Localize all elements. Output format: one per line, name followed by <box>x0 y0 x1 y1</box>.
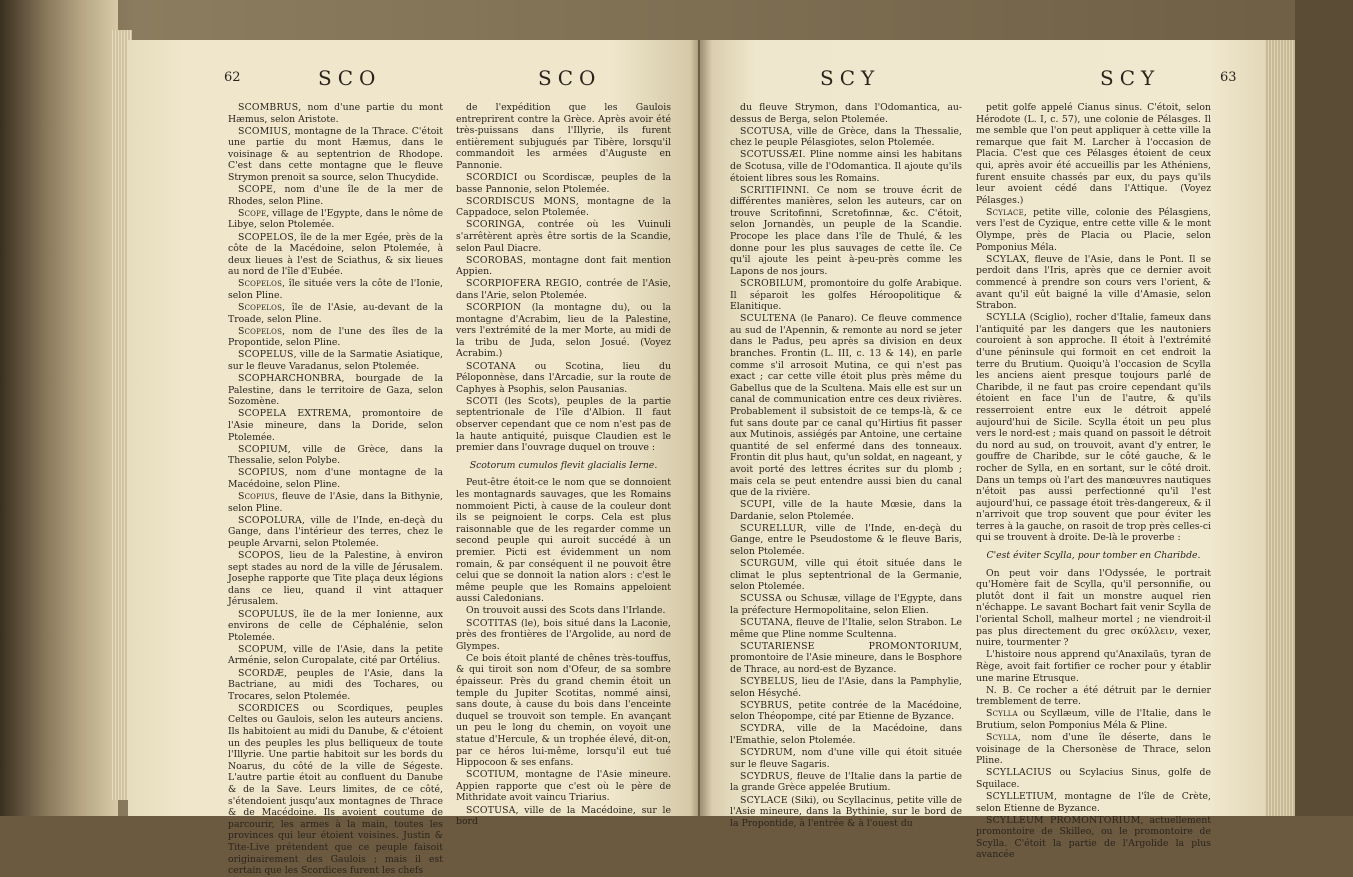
dictionary-entry <box>730 747 962 770</box>
dictionary-entry <box>456 805 671 828</box>
background-right <box>1295 0 1353 816</box>
entry-text: , nom d'une ville qui étoit située sur le fleuve Sagaris. <box>730 747 962 770</box>
entry-text: , promontoire de l'Asie mineure, dans la Doride, selon Ptolemée. <box>228 408 443 443</box>
dictionary-entry <box>228 703 443 877</box>
entry-headword: SCOTUSA <box>740 125 790 137</box>
entry-text: , fleuve de l'Asie, dans le Pont. Il se perdoit dans l'Iris, après que ce dernier avoit commencé à prendre son cours vers l'orient, & avant qu'il eût baigné la ville d'Amasie, selon Strabon. <box>976 253 1211 312</box>
entry-headword: SCOPHARCHONBRA <box>238 373 342 385</box>
entry-headword: SCUPI <box>740 499 773 511</box>
dictionary-entry <box>730 676 962 699</box>
dictionary-entry <box>976 550 1211 562</box>
dictionary-entry <box>976 815 1211 861</box>
entry-text: (les Scots), peuples de la partie septentrionale de l'île d'Albion. Il faut observer cependant que ce nom n'est pas de la haute antiquité, puisque Claudien est le premier dans l'ouvrage duquel on trouve : <box>456 395 671 454</box>
entry-text: , montagne de la Cappadoce, selon Ptolemée. <box>456 195 671 219</box>
entry-text: , promontoire du golfe Arabique. Il séparoit les golfes Héroopolitique & Elanitique. <box>730 277 962 313</box>
dictionary-entry <box>730 593 962 616</box>
entry-text: , ville de la Macédoine, dans l'Emathie, selon Ptolemée. <box>730 723 962 747</box>
entry-text: Scotorum cumulos flevit glacialis Ierne. <box>469 459 658 471</box>
dictionary-entry <box>456 653 671 769</box>
entry-headword: SCYBRUS <box>740 699 790 711</box>
entry-headword: SCYLLEUM PROMONTORIUM <box>986 814 1141 826</box>
right-page-edges <box>1265 40 1295 816</box>
entry-headword: SCUTANA <box>740 617 790 629</box>
entry-text: Ce rocher a été détruit par le dernier tremblement de terre. <box>976 684 1211 708</box>
left-page-column-1 <box>228 102 443 877</box>
dictionary-entry <box>976 685 1211 708</box>
dictionary-entry <box>228 515 443 550</box>
dictionary-entry <box>730 523 962 558</box>
dictionary-entry <box>976 312 1211 544</box>
entry-headword: Scylace <box>986 206 1024 218</box>
entry-headword: SCRITIFINNI <box>740 184 807 196</box>
dictionary-entry <box>730 149 962 184</box>
entry-text: , nom de l'une des îles de la Propontide, selon Pline. <box>228 325 443 349</box>
dictionary-entry <box>976 708 1211 731</box>
dictionary-entry <box>456 278 671 301</box>
entry-text: , lieu de la Palestine, à environ sept stades au nord de la ville de Jérusalem. Josephe rapporte que Tite plaça deux légions dans ce lieu, quand il vint attaquer Jérusalem. <box>228 550 443 608</box>
entry-text: , fleuve de l'Italie, selon Strabon. Le même que Pline nomme Scultenna. <box>730 617 962 640</box>
right-page-column-2 <box>976 102 1211 862</box>
entry-headword: SCROBILUM <box>740 277 804 289</box>
entry-text: ou Scordiques, peuples Celtes ou Gaulois, selon les auteurs anciens. Ils habitoient au midi du Danube, & c'étoient un des peuples les plus belliqueux de toute l'Illyrie. Une partie habitoit sur les bords du Noarus, du côté de la ville de Ségeste. L'autre partie étoit au confluent du Danube & de la Save. Leurs limites, de ce côté, s'étendoient jusqu'aux montagnes de Thrace & de Macédoine. Ils avoient coutume de parcourir, les armes à la main, toutes les provinces qui leur étoient voisines. Justin & Tite-Live prétendent que ce peuple faisoit originairement des Gaulois ; mais il est certain que les Scordices furent les chefs <box>228 702 443 877</box>
entry-text: . Pline nomme ainsi les habitans de Scotusa, ville de l'Odomantica. Il ajoute qu'ils étoient libres sous les Romains. <box>730 149 962 184</box>
entry-headword: SCULTENA <box>740 313 797 325</box>
entry-headword: SCOPOLURA <box>238 514 302 526</box>
entry-text: ou Scyllæum, ville de l'Italie, dans le Brutium, selon Pomponius Méla & Pline. <box>976 708 1211 731</box>
dictionary-entry <box>976 791 1211 814</box>
entry-headword: SCORDICI <box>466 172 518 184</box>
entry-headword: N. B. <box>986 684 1013 696</box>
entry-text: . Ce nom se trouve écrit de différentes manières, selon les auteurs, car on trouve Scritofinni, Scretofinnæ, &c. C'étoit, selon Jornandès, un peuple de la Scandie. Procope les place dans l'île de Thulé, & les donne pour les plus sauvages de cette île. Ce qu'il ajoute les peint à-peu-près comme les Lapons de nos jours. <box>730 184 962 277</box>
entry-text: (Siki), ou Scyllacinus, petite ville de l'Asie mineure, dans la Bythinie, sur le bord de la Propontide, à l'entrée & à l'ouest du <box>730 794 962 829</box>
entry-headword: SCYLLACIUS <box>986 767 1052 779</box>
entry-headword: SCOPUM <box>238 643 284 655</box>
right-page <box>700 40 1265 861</box>
entry-text: , village de l'Egypte, dans le nôme de Libye, selon Ptolemée. <box>228 207 443 231</box>
entry-text: , île de la mer Ionienne, aux environs de celle de Céphalénie, selon Ptolemée. <box>228 608 443 643</box>
book-spine <box>0 0 118 816</box>
left-page <box>128 40 698 877</box>
dictionary-entry <box>730 700 962 723</box>
entry-headword: SCORDICES <box>238 702 300 714</box>
dictionary-entry <box>456 769 671 804</box>
book-gutter <box>690 40 712 816</box>
entry-text: , montagne dont fait mention Appien. <box>456 254 671 278</box>
dictionary-entry <box>456 255 671 278</box>
entry-text: , nom d'une partie du mont Hæmus, selon Aristote. <box>228 102 443 125</box>
dictionary-entry <box>456 196 671 219</box>
dictionary-entry <box>730 795 962 830</box>
dictionary-entry <box>228 184 443 207</box>
entry-headword: SCOPOS <box>238 550 281 562</box>
left-page-column-2 <box>456 102 671 828</box>
entry-text: , contrée où les Vuinuli s'arrêtèrent après être sortis de la Scandie, selon Paul Diacre. <box>456 219 671 254</box>
entry-headword: Scope <box>238 207 267 219</box>
dictionary-entry <box>730 185 962 278</box>
entry-text: , ville de l'Inde, en-deçà du Gange, dans l'intérieur des terres, chez le peuple Arvarni, selon Ptolemée. <box>228 514 443 549</box>
entry-headword: SCORINGA <box>466 219 522 231</box>
entry-headword: SCOTUSSÆI <box>740 149 803 161</box>
dictionary-entry <box>228 302 443 325</box>
entry-text: , montagne de l'île de Crète, selon Etienne de Byzance. <box>976 790 1211 814</box>
entry-headword: SCUTARIENSE PROMONTORIUM <box>740 640 960 652</box>
page-number-right: 63 <box>1220 70 1237 85</box>
dictionary-entry <box>730 499 962 522</box>
entry-text: , bourgade de la Palestine, dans le territoire de Gaza, selon Sozomène. <box>228 373 443 408</box>
entry-text: , petite contrée de la Macédoine, selon Théopompe, cité par Etienne de Byzance. <box>730 699 962 723</box>
entry-text: , actuellement promontoire de Skilleo, ou le promontoire de Scylla. C'étoit la partie de l'Argolide la plus avancée <box>976 814 1211 861</box>
dictionary-entry <box>730 126 962 149</box>
dictionary-entry <box>456 618 671 653</box>
dictionary-entry <box>228 373 443 408</box>
entry-headword: SCUSSA <box>740 593 782 605</box>
dictionary-entry <box>976 207 1211 253</box>
dictionary-entry <box>228 326 443 349</box>
entry-text: , nom d'une île de la mer de Rhodes, selon Pline. <box>228 184 443 207</box>
entry-headword: SCOPULUS <box>238 608 295 620</box>
entry-headword: SCORPIOFERA REGIO <box>466 278 579 290</box>
entry-text: de l'expédition que les Gaulois entreprirent contre la Grèce. Après avoir été très-puissans dans l'Illyrie, ils furent entièrement subjugués par Tibère, lorsqu'il commandoit les armées d'Auguste en Pannonie. <box>456 102 671 171</box>
entry-text: , ville qui étoit située dans le climat le plus septentrional de la Germanie, selon Ptolemée. <box>730 558 962 593</box>
entry-headword: SCOTITAS <box>466 617 518 629</box>
entry-headword: SCOTANA <box>466 360 516 372</box>
entry-text: (la montagne du), ou la montagne d'Acrabim, lieu de la Palestine, vers l'extrémité de la mer Morte, au midi de la tribu de Juda, selon Josué. (Voyez Acrabim.) <box>456 302 671 360</box>
entry-text: , montagne de l'Asie mineure. Appien rapporte que c'est où le père de Mithridate avoit vaincu Triarius. <box>456 769 671 804</box>
entry-headword: Scopelos <box>238 325 283 337</box>
entry-headword: SCYDRUS <box>740 770 790 782</box>
entry-text: , montagne de la Thrace. C'étoit une partie du mont Hæmus, dans le voisinage & au septentrion de Rhodope. C'est dans cette montagne que le fleuve Strymon prenoit sa source, selon Thucydide. <box>228 125 443 184</box>
dictionary-entry <box>228 550 443 608</box>
dictionary-entry <box>730 558 962 593</box>
dictionary-entry <box>456 396 671 454</box>
entry-headword: SCYLAX <box>986 253 1027 265</box>
entry-headword: SCOPIUM <box>238 443 288 455</box>
dictionary-entry <box>976 767 1211 790</box>
dictionary-entry <box>730 723 962 746</box>
entry-text: , ville de la haute Mœsie, dans la Dardanie, selon Ptolemée. <box>730 499 962 522</box>
entry-text: (Sciglio), rocher d'Italie, fameux dans l'antiquité par les dangers que les nautoniers couroient à son approche. Il étoit à l'extrémité d'une péninsule qui formoit en cet endroit la terre du Brutium. Quoiqu'à l'occasion de Scylla les anciens aient presque toujours parlé de Charibde, il ne faut pas croire cependant qu'ils étoient en face l'un de l'autre, & qu'ils resserroient entre eux le détroit appelé aujourd'hui de Sicile. Scylla étoit un peu plus vers le nord-est ; mais quand on passoit le détroit du nord au sud, on trouvoit, avant d'y entrer, le gouffre de Charibde, sur le côté gauche, & le rocher de Sylla, en en sortant, sur le côté droit. Dans un temps où l'art des manœuvres nautiques n'étoit pas aussi perfectionné qu'il l'est aujourd'hui, ce passage étoit très-dangereux, & il n'arrivoit que trop souvent que pour éviter les terres à la gauche, on rasoit de trop près celles-ci qui se trouvent à droite. De-là le proverbe : <box>976 312 1211 544</box>
entry-headword: SCORPION <box>466 302 522 314</box>
dictionary-entry <box>228 102 443 125</box>
dictionary-entry <box>228 126 443 184</box>
entry-headword: Scopelos <box>238 278 283 290</box>
entry-text: , promontoire de l'Asie mineure, dans le Bosphore de Thrace, au nord-est de Byzance. <box>730 640 962 675</box>
entry-text: , contrée de l'Asie, dans l'Arie, selon Ptolemée. <box>456 278 672 301</box>
entry-text: Ce bois étoit planté de chênes très-touffus, & qui tiroit son nom d'Ofeur, de sa sombre épaisseur. Près du grand chemin étoit un temple du Jupiter Scotitas, nommé ainsi, sans doute, à cause du bois dans l'enceinte duquel se trouvoit son temple. En avançant un peu le long du chemin, on voyoit une statue d'Hercule, & un trophée élevé, dit-on, par ce héros lui-même, lorsqu'il eut tué Hippocoon & ses enfans. <box>456 652 671 769</box>
dictionary-entry <box>456 302 671 360</box>
dictionary-entry <box>730 102 962 125</box>
entry-headword: SCYLACE <box>740 794 788 806</box>
entry-text: L'histoire nous apprend qu'Anaxilaüs, tyran de Rège, avoit fait fortifier ce rocher pour y établir une marine Etrusque. <box>976 649 1211 684</box>
entry-headword: SCYLLA <box>986 312 1026 324</box>
entry-text: ou Scordiscæ, peuples de la basse Pannonie, selon Ptolemée. <box>456 172 671 195</box>
entry-text: , île de la mer Egée, près de la côte de la Macédoine, selon Ptolemée, à deux lieues à l'est de Sciathus, & six lieues au nord de l'île d'Eubée. <box>228 231 443 278</box>
dictionary-entry <box>976 649 1211 684</box>
dictionary-entry <box>456 605 671 617</box>
dictionary-entry <box>228 609 443 644</box>
entry-text: , île de l'Asie, au-devant de la Troade, selon Pline. <box>228 302 443 325</box>
running-head-right-outer: SCY <box>1100 66 1161 90</box>
dictionary-entry <box>228 232 443 278</box>
dictionary-entry <box>976 254 1211 312</box>
entry-text: , ville de la Sarmatie Asiatique, sur le fleuve Varadanus, selon Ptolemée. <box>228 349 443 373</box>
entry-headword: SCORDÆ <box>238 667 285 679</box>
entry-text: petit golfe appelé Cianus sinus. C'étoit, selon Hérodote (L. I, c. 57), une colonie de Pélasges. Il me semble que l'on peut appliquer à cette ville la remarque que fait M. Larcher à l'occasion de Placia. C'est que ces Pélasges étoient de ceux qui, après avoir été accueillis par les Athéniens, furent ensuite chassés par eux, du pays qu'ils leur avoient cédé dans l'Attique. (Voyez Pélasges.) <box>976 102 1211 206</box>
entry-text: du fleuve Strymon, dans l'Odomantica, au-dessus de Berga, selon Ptolemée. <box>730 102 962 125</box>
entry-text: On peut voir dans l'Odyssée, le portrait qu'Homère fait de Scylla, qu'il personnifie, ou plutôt dont il fait un monstre auquel rien n'échappe. Le savant Bochart fait venir Scylla de l'oriental Scholl, malheur mortel ; ne viendroit-il pas plus directement du grec σκύλλειν, vexer, nuire, tourmenter ? <box>976 567 1211 649</box>
entry-headword: SCORDISCUS MONS <box>466 195 576 207</box>
dictionary-entry <box>228 349 443 372</box>
entry-headword: Scopius <box>238 491 276 503</box>
dictionary-entry <box>228 467 443 490</box>
entry-headword: SCURGUM <box>740 558 795 570</box>
dictionary-entry <box>976 732 1211 767</box>
dictionary-entry <box>456 102 671 172</box>
dictionary-entry <box>228 278 443 301</box>
dictionary-entry <box>730 771 962 794</box>
entry-headword: SCOROBAS <box>466 254 524 266</box>
entry-headword: SCOMBRUS <box>238 102 299 113</box>
dictionary-entry <box>228 208 443 231</box>
dictionary-entry <box>976 568 1211 649</box>
entry-headword: Scylla <box>986 731 1018 743</box>
running-head-right-inner: SCY <box>820 66 881 90</box>
dictionary-entry <box>730 313 962 499</box>
entry-text: , ville de la Macédoine, sur le bord <box>456 804 671 828</box>
entry-headword: SCURELLUR <box>740 522 804 534</box>
entry-text: , nom d'une montagne de la Macédoine, selon Pline. <box>228 467 443 490</box>
dictionary-entry <box>730 641 962 676</box>
entry-headword: SCYLLETIUM <box>986 790 1054 802</box>
entry-headword: Scylla <box>986 708 1018 720</box>
dictionary-entry <box>456 219 671 254</box>
dictionary-entry <box>456 477 671 605</box>
entry-text: , lieu de l'Asie, dans la Pamphylie, selon Hésyché. <box>730 676 962 699</box>
entry-text: (le Panaro). Ce fleuve commence au sud de l'Apennin, & remonte au nord se jeter dans le Padus, peu après sa division en deux branches. Frontin (L. III, c. 13 & 14), en parle comme s'il arrosoit Mutina, ce qui n'est pas exact ; car cette ville étoit plus près même du Gabellus que de la Scultena. Mais elle est sur un canal de communication entre ces deux rivières. Probablement il subsistoit de ce temps-là, & ce fut sans doute par ce canal qu'Hirtius fit passer aux Mutinois, assiégés par Antoine, une certaine quantité de sel enfermé dans des tonneaux. Frontin dit plus haut, qu'un soldat, en nageant, y avoit porté des lettres écrites sur du plomb ; mais cela se peut entendre aussi bien du canal que de la rivière. <box>730 313 962 499</box>
entry-headword: Scopelos <box>238 302 283 314</box>
entry-text: , ville de Grèce, dans la Thessalie, chez le peuple Pélasgiotes, selon Ptolemée. <box>730 125 962 149</box>
entry-text: , peuples de l'Asie, dans la Bactriane, au midi des Tochares, ou Trocares, selon Ptolemée. <box>228 667 443 702</box>
entry-headword: SCOPELOS <box>238 231 294 243</box>
dictionary-entry <box>228 408 443 443</box>
dictionary-entry <box>228 444 443 467</box>
entry-text: , nom d'une île déserte, dans le voisinage de la Chersonèse de Thrace, selon Pline. <box>976 731 1211 767</box>
entry-text: , fleuve de l'Italie dans la partie de la grande Grèce appelée Brutium. <box>730 770 962 794</box>
entry-text: , ville de Grèce, dans la Thessalie, selon Polybe. <box>228 443 443 467</box>
right-page-column-1 <box>730 102 962 830</box>
dictionary-entry <box>456 172 671 195</box>
dictionary-entry <box>730 617 962 640</box>
entry-text: Peut-être étoit-ce le nom que se donnoient les montagnards sauvages, que les Romains nommoient Picti, à cause de la couleur dont ils se peignoient le corps. Cela est plus raisonnable que de les regarder comme un second peuple qui auroit succédé à un premier. Picti est évidemment un nom romain, & par conséquent il ne pouvoit être celui que se donnoit la nation alors : c'est le même peuple que les Romains appeloient aussi Caledonians. <box>456 477 671 605</box>
dictionary-entry <box>228 491 443 514</box>
entry-text: On trouvoit aussi des Scots dans l'Irlande. <box>466 605 666 617</box>
page-number-left: 62 <box>224 70 241 85</box>
entry-headword: SCOPIUS <box>238 467 285 479</box>
entry-headword: SCYDRUM <box>740 747 793 759</box>
entry-text: C'est éviter Scylla, pour tomber en Charibde. <box>986 550 1201 562</box>
entry-text: , petite ville, colonie des Pélasgiens, vers l'est de Cyzique, entre cette ville & le mont Olympe, près de Placia ou Placie, selon Pomponius Méla. <box>976 206 1211 253</box>
dictionary-entry <box>730 278 962 313</box>
entry-text: , île située vers la côte de l'Ionie, selon Pline. <box>228 278 443 301</box>
entry-headword: SCOPELA EXTREMA <box>238 408 349 420</box>
entry-headword: SCOMIUS <box>238 125 288 137</box>
entry-headword: SCOTUSA <box>466 804 516 816</box>
entry-headword: SCOPELUS <box>238 349 294 361</box>
entry-text: , ville de l'Asie, dans la petite Arménie, selon Curopalate, cité par Ortélius. <box>228 643 443 667</box>
entry-text: , ville de l'Inde, en-deçà du Gange, entre le Pseudostome & le fleuve Baris, selon Ptolemée. <box>730 522 962 558</box>
dictionary-entry <box>228 644 443 667</box>
dictionary-entry <box>456 460 671 472</box>
dictionary-entry <box>456 361 671 396</box>
entry-headword: SCOTIUM <box>466 769 516 781</box>
running-head-left-outer: SCO <box>318 66 382 90</box>
entry-text: (le), bois situé dans la Laconie, près des frontières de l'Argolide, au nord de Glympes. <box>456 617 671 652</box>
entry-headword: SCYBELUS <box>740 676 795 688</box>
entry-headword: SCOTI <box>466 395 498 407</box>
entry-text: ou Scotina, lieu du Péloponnèse, dans l'Arcadie, sur la route de Caphyes à Psophis, selon Pausanias. <box>456 360 671 395</box>
entry-text: ou Scylacius Sinus, golfe de Squilace. <box>976 767 1211 790</box>
entry-headword: SCOPE <box>238 184 274 196</box>
entry-headword: SCYDRA <box>740 723 782 735</box>
running-head-left-inner: SCO <box>538 66 602 90</box>
entry-text: ou Schusæ, village de l'Egypte, dans la préfecture Hermopolitaine, selon Elien. <box>730 593 962 617</box>
dictionary-entry <box>228 668 443 703</box>
dictionary-entry <box>976 102 1211 206</box>
entry-text: , fleuve de l'Asie, dans la Bithynie, selon Pline. <box>228 491 443 514</box>
